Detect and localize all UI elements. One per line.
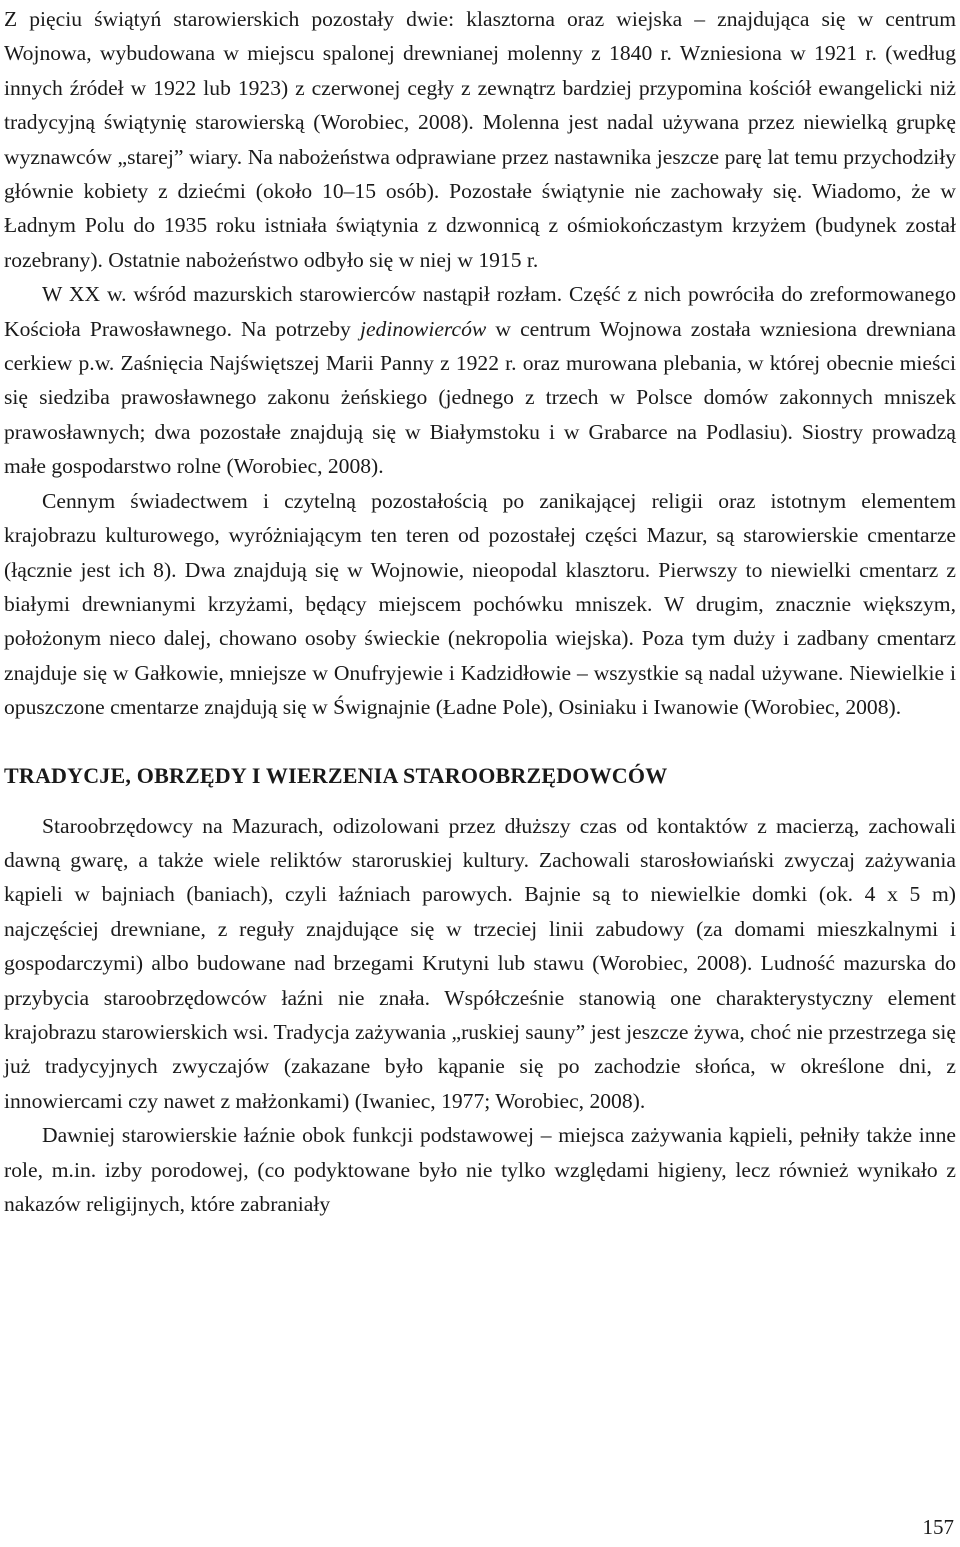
paragraph-temples: Z pięciu świątyń starowierskich pozostały dwie: klasztorna oraz wiejska – znajdująca się w centrum Wojnowa, wybudowana w miejscu spalonej drewnianej molenny z 1840 r. Wzniesiona w 1921 r. (według innych źródeł w 1922 lub 1923) z czerwonej cegły z zewnątrz bardziej przypomina kościół ewangelicki niż tradycyjną świątynię starowierską (Worobiec, 2008). Molenna jest nadal używana przez niewielką grupkę wyznawców „starej” wiary. Na nabożeństwa odprawiane przez nastawnika jeszcze parę lat temu przychodziły głównie kobiety z dziećmi (około 10–15 osób). Pozostałe świątynie nie zachowały się. Wiadomo, że w Ładnym Polu do 1935 roku istniała świątynia z dzwonnicą z ośmiokończastym krzyżem (budynek został rozebrany). Ostatnie nabożeństwo odbyło się w niej w 1915 r. xyxy=(4,7,956,272)
page-number: 157 xyxy=(922,1515,954,1539)
paragraph-bathhouses: Dawniej starowierskie łaźnie obok funkcji podstawowej – miejsca zażywania kąpieli, pełniły także inne role, m.in. izby porodowej, (co podyktowane było nie tylko względami higieny, lecz również wynikało z nakazów religijnych, które zabraniały xyxy=(4,1123,956,1216)
section-heading: TRADYCJE, OBRZĘDY I WIERZENIA STAROOBRZĘDOWCÓW xyxy=(4,762,668,788)
paragraph-cemeteries: Cennym świadectwem i czytelną pozostałością po zanikającej religii oraz istotnym elementem krajobrazu kulturowego, wyróżniającym ten teren od pozostałej części Mazur, są starowierskie cmentarze (łącznie jest ich 8). Dwa znajdują się w Wojnowie, nieopodal klasztoru. Pierwszy to niewielki cmentarz z białymi drewnianymi krzyżami, będący miejscem pochówku mniszek. W drugim, znacznie większym, położonym nieco dalej, chowano osoby świeckie (nekropolia wiejska). Poza tym duży i zadbany cmentarz znajduje się w Gałkowie, mniejsze w Onufryjewie i Kadzidłowie – wszystkie są nadal używane. Niewielkie i opuszczone cmentarze znajdują się w Śwignajnie (Ładne Pole), Osiniaku i Iwanowie (Worobiec, 2008). xyxy=(4,488,956,720)
paragraph-traditions: Staroobrzędowcy na Mazurach, odizolowani przez dłuższy czas od kontaktów z macierzą, zachowali dawną gwarę, a także wiele reliktów staroruskiej kultury. Zachowali starosłowiański zwyczaj zażywania kąpieli w bajniach (baniach), czyli łaźniach parowych. Bajnie są to niewielkie domki (ok. 4 x 5 m) najczęściej drewniane, z reguły znajdujące się w trzeciej linii zabudowy (za domami mieszkalnymi i gospodarczymi) albo budowane nad brzegami Krutyni lub stawu (Worobiec, 2008). Ludność mazurska do przybycia staroobrzędowców łaźni nie znała. Współcześnie stanowią one charakterystyczny element krajobrazu starowierskich wsi. Tradycja zażywania „ruskiej sauny” jest jeszcze żywa, choć nie przestrzega się już tradycyjnych zwyczajów (zakazane było kąpanie się po zachodzie słońca, w określone dni, z innowiercami czy nawet z małżonkami) (Iwaniec, 1977; Worobiec, 2008). xyxy=(4,813,956,1113)
paragraph-schism-text-a: W XX w. wśród mazurskich starowierców nastąpił rozłam. Część z nich powróciła do zreformowanego Kościoła Prawosławnego. Na potrzeby xyxy=(4,282,956,341)
spacer xyxy=(4,725,956,759)
paragraph-schism xyxy=(4,277,956,483)
page-content xyxy=(4,2,956,1221)
paragraph-schism-italic: jedinowierców xyxy=(359,316,487,341)
paragraph-schism-text-b: w centrum Wojnowa została wzniesiona drewniana cerkiew p.w. Zaśnięcia Najświętszej Marii Panny z 1922 r. oraz murowana plebania, w której obecnie mieści się siedziba prawosławnego zakonu żeńskiego (jednego z trzech w Polsce domów zakonnych mniszek prawosławnych; dwa pozostałe znajdują się w Białymstoku i w Grabarce na Podlasiu). Siostry prowadzą małe gospodarstwo rolne (Worobiec, 2008). xyxy=(4,316,956,479)
spacer xyxy=(4,793,956,809)
